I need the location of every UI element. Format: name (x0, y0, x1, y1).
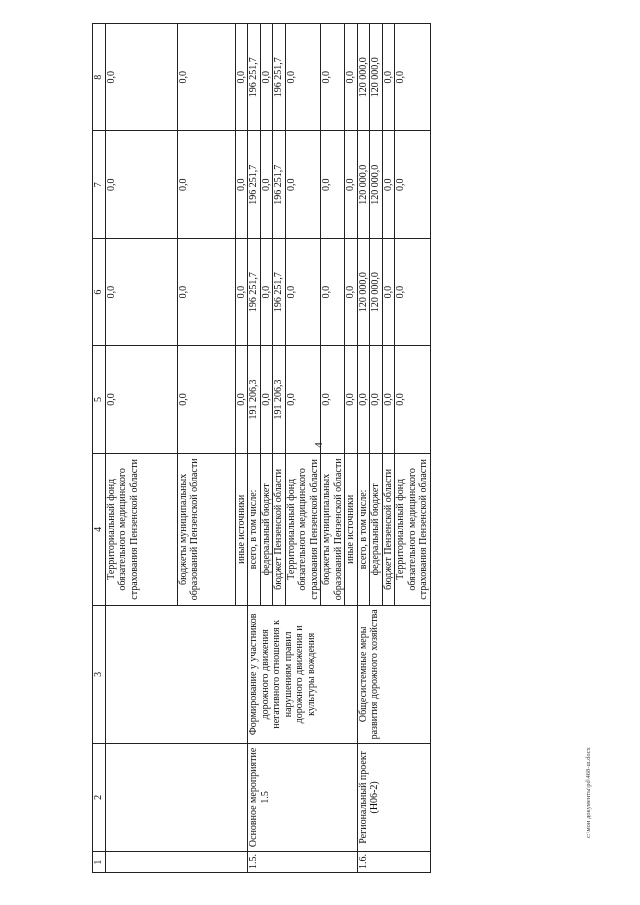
empty-cell (105, 743, 248, 851)
value-cell: 0,0 (260, 131, 273, 238)
value-cell: 0,0 (285, 131, 321, 238)
value-cell: 0,0 (321, 131, 345, 238)
funding-source: всего, в том числе: (248, 453, 261, 605)
value-cell: 196 251,7 (248, 238, 261, 345)
event-name: Региональный проект (Н06-2) (357, 743, 430, 851)
value-cell: 196 251,7 (273, 24, 286, 131)
funding-source: Территориальный фонд обязательного медицинского страхования Пензенской области (395, 453, 431, 605)
value-cell: 120 000,0 (357, 131, 370, 238)
value-cell: 0,0 (345, 238, 358, 345)
row-number: 1.6. (357, 852, 430, 873)
value-cell: 0,0 (395, 131, 431, 238)
value-cell: 0,0 (105, 238, 177, 345)
value-cell: 0,0 (177, 238, 235, 345)
header-cell: 7 (93, 131, 106, 238)
table-row (105, 24, 177, 873)
value-cell: 0,0 (357, 346, 370, 453)
value-cell: 0,0 (105, 346, 177, 453)
value-cell: 196 251,7 (248, 24, 261, 131)
value-cell: 0,0 (235, 346, 248, 453)
empty-cell (105, 852, 248, 873)
value-cell: 191 206,3 (248, 346, 261, 453)
value-cell: 0,0 (345, 346, 358, 453)
value-cell: 0,0 (382, 238, 395, 345)
event-name: Основное мероприятие 1.5 (248, 743, 358, 851)
table-row (357, 24, 370, 873)
value-cell: 0,0 (370, 346, 383, 453)
value-cell: 0,0 (235, 131, 248, 238)
footer-file-path: c:\мои документы\pd\468-ш.docx (585, 747, 592, 838)
value-cell: 120 000,0 (357, 238, 370, 345)
header-cell: 1 (93, 852, 106, 873)
rotated-table-container (92, 23, 580, 873)
funding-source: Территориальный фонд обязательного медицинского страхования Пензенской области (285, 453, 321, 605)
header-cell: 6 (93, 238, 106, 345)
row-number: 1.5. (248, 852, 358, 873)
value-cell: 0,0 (235, 238, 248, 345)
value-cell: 0,0 (395, 24, 431, 131)
value-cell: 0,0 (177, 131, 235, 238)
header-cell: 4 (93, 453, 106, 605)
value-cell: 0,0 (382, 346, 395, 453)
funding-source: иные источники (345, 453, 358, 605)
value-cell: 196 251,7 (273, 238, 286, 345)
header-cell: 2 (93, 743, 106, 851)
value-cell: 0,0 (382, 24, 395, 131)
funding-source: бюджет Пензенской области (273, 453, 286, 605)
header-cell: 5 (93, 346, 106, 453)
empty-cell (105, 606, 248, 744)
value-cell: 191 206,3 (273, 346, 286, 453)
value-cell: 0,0 (285, 238, 321, 345)
value-cell: 196 251,7 (248, 131, 261, 238)
value-cell: 0,0 (105, 24, 177, 131)
funding-source: федеральный бюджет (370, 453, 383, 605)
value-cell: 0,0 (382, 131, 395, 238)
funding-source: Территориальный фонд обязательного медицинского страхования Пензенской области (105, 453, 177, 605)
page-number: 4 (313, 442, 325, 448)
value-cell: 120 000,0 (357, 24, 370, 131)
value-cell: 0,0 (285, 346, 321, 453)
value-cell: 0,0 (105, 131, 177, 238)
funding-source: бюджеты муниципальных образований Пензенской области (321, 453, 345, 605)
value-cell: 0,0 (395, 238, 431, 345)
value-cell: 120 000,0 (370, 24, 383, 131)
value-cell: 0,0 (260, 238, 273, 345)
table-row (248, 24, 261, 873)
funding-source: федеральный бюджет (260, 453, 273, 605)
funding-source: иные источники (235, 453, 248, 605)
value-cell: 120 000,0 (370, 131, 383, 238)
value-cell: 0,0 (177, 346, 235, 453)
value-cell: 0,0 (345, 24, 358, 131)
funding-source: бюджеты муниципальных образований Пензенской области (177, 453, 235, 605)
value-cell: 0,0 (260, 346, 273, 453)
value-cell: 0,0 (177, 24, 235, 131)
value-cell: 0,0 (321, 24, 345, 131)
value-cell: 0,0 (285, 24, 321, 131)
budget-table (92, 23, 431, 873)
value-cell: 0,0 (345, 131, 358, 238)
event-title: Формирование у участников дорожного движения негативного отношения к нарушениям правил дорожного движения и культуры вождения (248, 606, 358, 744)
header-cell: 8 (93, 24, 106, 131)
funding-source: всего, в том числе: (357, 453, 370, 605)
value-cell: 0,0 (321, 238, 345, 345)
header-cell: 3 (93, 606, 106, 744)
event-title: Общесистемные меры развития дорожного хозяйства (357, 606, 430, 744)
value-cell: 0,0 (321, 346, 345, 453)
funding-source: бюджет Пензенской области (382, 453, 395, 605)
header-row (93, 24, 106, 873)
value-cell: 196 251,7 (273, 131, 286, 238)
value-cell: 120 000,0 (370, 238, 383, 345)
value-cell: 0,0 (260, 24, 273, 131)
value-cell: 0,0 (395, 346, 431, 453)
value-cell: 0,0 (235, 24, 248, 131)
